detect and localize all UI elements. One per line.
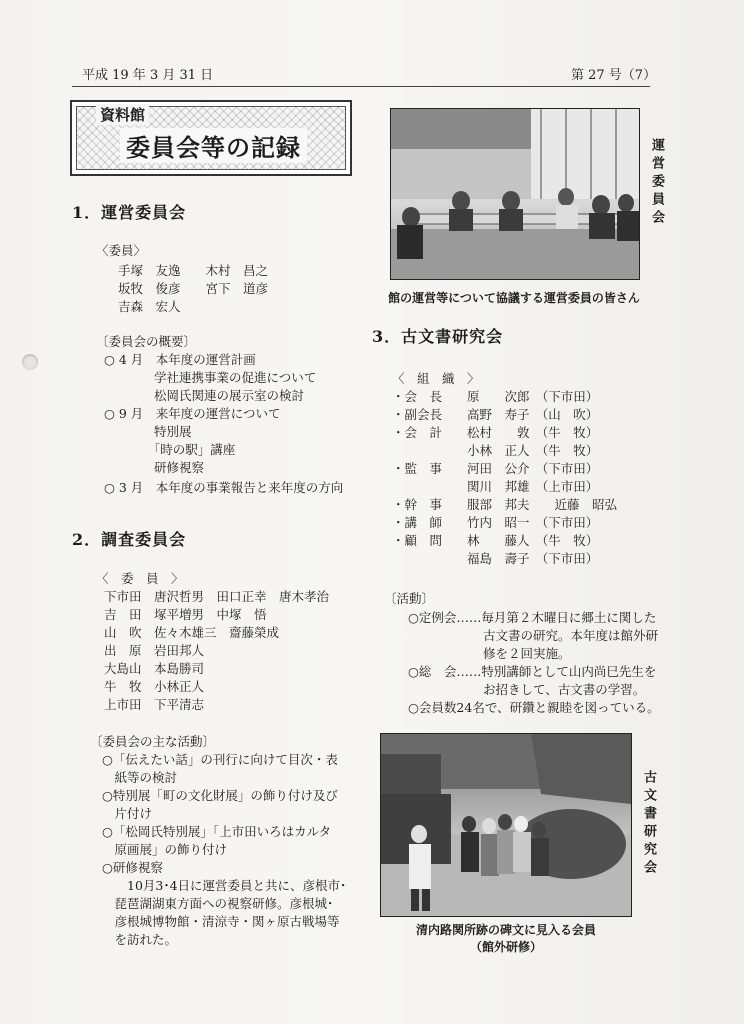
section2-member-row: 牛 牧 小林正人 — [104, 679, 205, 694]
section3-activity-line: 修を２回実施。 — [408, 646, 571, 661]
header-rule — [72, 86, 650, 87]
section3-org-row: ・講 師 竹内 昭一 （下市田） — [392, 515, 599, 530]
section3-activity-line: ○総 会……特別講師として山内尚巳先生を — [408, 664, 657, 679]
photo1-caption: 館の運営等について協議する運営委員の皆さん — [388, 291, 640, 305]
section2-activity-line: 琵琶湖湖東方面への視察研修。彦根城･ — [102, 896, 334, 911]
field-trip-illustration — [381, 734, 631, 916]
section2-activities-label: 〔委員会の主な活動〕 — [90, 734, 216, 749]
section2-members-label: 〈 委 員 〉 — [96, 571, 184, 586]
section2-activity-line: 彦根城博物館・清涼寺・関ヶ原古戦場等 — [102, 914, 340, 929]
section1-summary-line: ○ 3 月 本年度の事業報告と来年度の方向 — [104, 480, 344, 495]
section2-activity-line: ○特別展「町の文化財展」の飾り付け及び — [102, 788, 338, 803]
section2-activity-line: ○研修視察 — [102, 860, 163, 875]
section2-activity-line: 10月3･4日に運営委員と共に、彦根市･ — [102, 878, 347, 893]
section3-org-row: ・会 長 原 次郎 （下市田） — [392, 389, 599, 404]
section1-summary-line: 松岡氏関連の展示室の検討 — [104, 388, 305, 403]
section1-member-row: 吉森 宏人 — [118, 299, 181, 314]
section2-activity-line: ○「伝えたい話」の刊行に向けて目次・表 — [102, 752, 338, 767]
page-title: 委員会等の記録 — [120, 128, 307, 163]
section3-org-row: ・監 事 河田 公介 （下市田） — [392, 461, 599, 476]
section3-activity-line: ○会員数24名で、研鑽と親睦を図っている。 — [408, 700, 660, 715]
section1-summary-line: ○ 9 月 来年度の運営について — [104, 406, 281, 421]
section1-members-label: 〈委員〉 — [96, 243, 147, 258]
section3-activity-line: 古文書の研究。本年度は館外研 — [408, 628, 659, 643]
section1-summary-line: 特別展 — [104, 424, 192, 439]
section1-summary-line: 学社連携事業の促進について — [104, 370, 317, 385]
section2-member-row: 出 原 岩田邦人 — [104, 643, 205, 658]
title-kicker: 資料館 — [96, 104, 149, 125]
section2-activity-line: 片付け — [102, 806, 153, 821]
photo2-caption-line2: （館外研修） — [469, 940, 542, 954]
section2-member-row: 吉 田 塚平増男 中塚 悟 — [104, 607, 267, 622]
section3-activities-label: 〔活動〕 — [384, 591, 435, 606]
section2-activity-line: 原画展」の飾り付け — [102, 842, 228, 857]
section1-summary-line: ○ 4 月 本年度の運営計画 — [104, 352, 256, 367]
section3-activity-line: ○定例会……毎月第２木曜日に郷土に関した — [408, 610, 657, 625]
field-trip-photo — [380, 733, 632, 917]
section2-heading: 2．調査委員会 — [72, 530, 187, 549]
committee-meeting-photo — [390, 108, 640, 280]
section3-activity-line: お招きして、古文書の学習。 — [408, 682, 646, 697]
section2-member-row: 上市田 下平清志 — [104, 697, 205, 712]
section2-member-row: 山 吹 佐々木雄三 齋藤榮成 — [104, 625, 280, 640]
section3-org-row: ・会 計 松村 敦 （牛 牧） — [392, 425, 599, 440]
section3-org-label: 〈 組 織 〉 — [392, 371, 480, 386]
section1-summary-label: 〔委員会の概要〕 — [96, 334, 197, 349]
section1-heading: 1．運営委員会 — [72, 203, 187, 222]
photo1-side-label: 運営委員会 — [649, 138, 664, 228]
section3-heading: 3．古文書研究会 — [372, 327, 504, 346]
section1-summary-line: 「時の駅」講座 — [104, 442, 236, 457]
binder-hole — [22, 354, 38, 370]
section2-member-row: 下市田 唐沢哲男 田口正幸 唐木孝治 — [104, 589, 330, 604]
section2-member-row: 大島山 本島勝司 — [104, 661, 205, 676]
section2-activity-line: を訪れた。 — [102, 932, 178, 947]
header-date: 平成 19 年 3 月 31 日 — [82, 68, 214, 83]
header-issue-number: 第 27 号（7） — [571, 68, 657, 83]
photo2-caption-line1: 清内路関所跡の碑文に見入る会員 — [415, 923, 596, 937]
section3-org-row: ・幹 事 服部 邦夫 近藤 昭弘 — [392, 497, 618, 512]
section3-org-row: ・副会長 高野 寿子 （山 吹） — [392, 407, 599, 422]
meeting-room-illustration — [391, 109, 639, 279]
photo2-side-label: 古文書研究会 — [641, 770, 656, 878]
section3-org-row: 福島 壽子 （下市田） — [392, 551, 599, 566]
section1-summary-line: 研修視察 — [104, 460, 205, 475]
section1-member-row: 坂牧 俊彦 宮下 道彦 — [118, 281, 269, 296]
section1-member-row: 手塚 友逸 木村 昌之 — [118, 263, 269, 278]
section3-org-row: 関川 邦雄 （上市田） — [392, 479, 599, 494]
section2-activity-line: 紙等の検討 — [102, 770, 178, 785]
section2-activity-line: ○「松岡氏特別展」「上市田いろはカルタ — [102, 824, 332, 839]
section3-org-row: 小林 正人 （牛 牧） — [392, 443, 599, 458]
section3-org-row: ・顧 問 林 藤人 （牛 牧） — [392, 533, 599, 548]
